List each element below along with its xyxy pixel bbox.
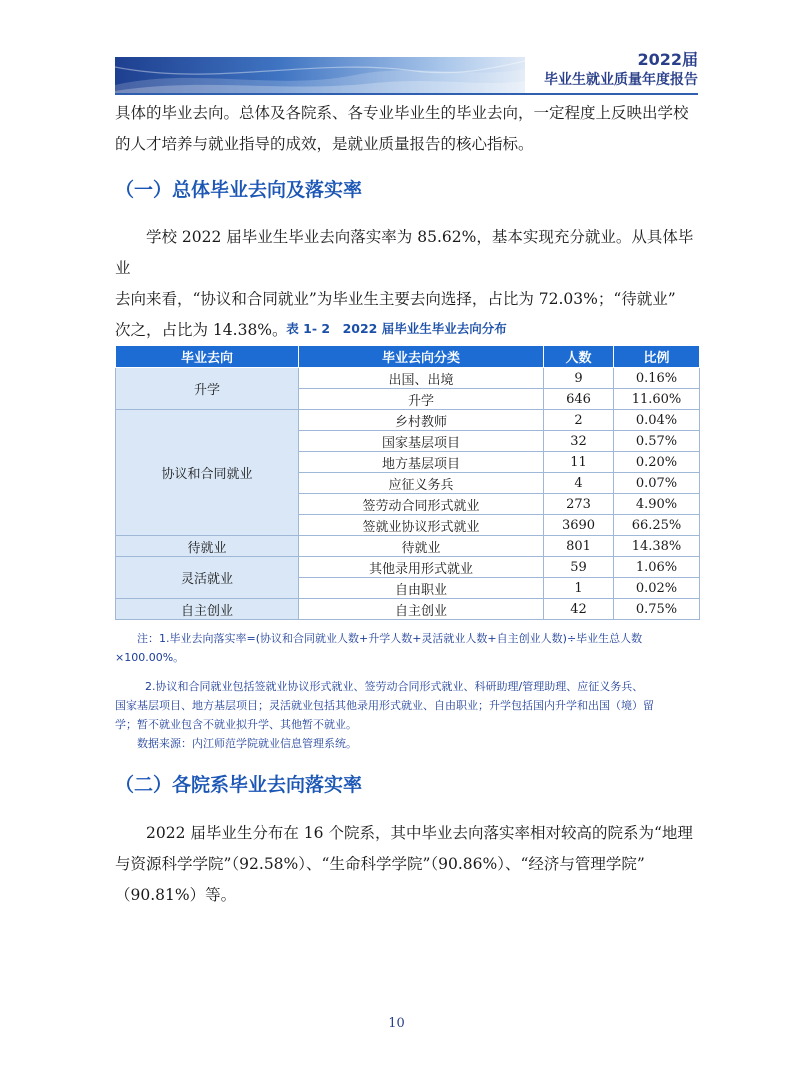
- class-cell: 出国、出境: [299, 368, 544, 389]
- count-cell: 11: [544, 452, 614, 473]
- category-cell: 待就业: [116, 536, 299, 557]
- count-cell: 2: [544, 410, 614, 431]
- count-cell: 273: [544, 494, 614, 515]
- count-cell: 59: [544, 557, 614, 578]
- ratio-cell: 14.38%: [614, 536, 700, 557]
- class-cell: 其他录用形式就业: [299, 557, 544, 578]
- wave-decoration: [115, 57, 525, 93]
- text-line: （90.81%）等。: [115, 886, 237, 904]
- text-line: 具体的毕业去向。总体及各院系、各专业毕业生的毕业去向，一定程度上反映出学校: [115, 104, 689, 122]
- class-cell: 国家基层项目: [299, 431, 544, 452]
- count-cell: 1: [544, 578, 614, 599]
- page-number: 10: [388, 1016, 405, 1031]
- ratio-cell: 0.04%: [614, 410, 700, 431]
- destination-table: [115, 345, 700, 620]
- section2-paragraph: [115, 818, 700, 911]
- class-cell: 乡村教师: [299, 410, 544, 431]
- text-line: 去向来看，“协议和合同就业”为毕业生主要去向选择，占比为 72.03%；“待就业”: [115, 290, 676, 308]
- ratio-cell: 0.20%: [614, 452, 700, 473]
- table-row: [116, 557, 700, 578]
- ratio-cell: 0.02%: [614, 578, 700, 599]
- table-header-row: [116, 346, 700, 368]
- data-source: 数据来源：内江师范学院就业信息管理系统。: [137, 737, 357, 750]
- header-banner: [115, 57, 525, 93]
- header-rule: [115, 93, 698, 95]
- class-cell: 地方基层项目: [299, 452, 544, 473]
- class-cell: 自主创业: [299, 599, 544, 620]
- column-header: 比例: [614, 346, 700, 368]
- section-heading-overall: （一）总体毕业去向及落实率: [115, 179, 363, 201]
- header-year: 2022届: [637, 50, 698, 69]
- text-line: 的人才培养与就业指导的成效，是就业质量报告的核心指标。: [115, 135, 534, 153]
- text-line: 次之，占比为 14.38%。: [115, 321, 288, 339]
- category-cell: 自主创业: [116, 599, 299, 620]
- ratio-cell: 0.07%: [614, 473, 700, 494]
- text-line: 学校 2022 届毕业生毕业去向落实率为 85.62%，基本实现充分就业。从具体毕业: [115, 228, 694, 277]
- header-report-title: 毕业生就业质量年度报告: [544, 72, 698, 88]
- count-cell: 3690: [544, 515, 614, 536]
- ratio-cell: 4.90%: [614, 494, 700, 515]
- column-header: 毕业去向分类: [299, 346, 544, 368]
- table-row: [116, 599, 700, 620]
- text-line: 2022 届毕业生分布在 16 个院系，其中毕业去向落实率相对较高的院系为“地理: [146, 824, 693, 842]
- column-header: 毕业去向: [116, 346, 299, 368]
- count-cell: 32: [544, 431, 614, 452]
- section-heading-departments: （二）各院系毕业去向落实率: [115, 774, 363, 796]
- table-note-1: 注：1.毕业去向落实率=(协议和合同就业人数+升学人数+灵活就业人数+自主创业人数)÷毕业生总人数: [137, 632, 643, 645]
- table-row: [116, 368, 700, 389]
- class-cell: 自由职业: [299, 578, 544, 599]
- count-cell: 801: [544, 536, 614, 557]
- text-line: 与资源科学学院”（92.58%）、“生命科学学院”（90.86%）、“经济与管理学院”: [115, 855, 645, 873]
- ratio-cell: 0.75%: [614, 599, 700, 620]
- ratio-cell: 0.57%: [614, 431, 700, 452]
- category-cell: 协议和合同就业: [116, 410, 299, 536]
- intro-paragraph: [115, 98, 700, 160]
- column-header: 人数: [544, 346, 614, 368]
- count-cell: 4: [544, 473, 614, 494]
- category-cell: 灵活就业: [116, 557, 299, 599]
- table-row: [116, 536, 700, 557]
- table-caption: 表 1- 2 2022 届毕业生毕业去向分布: [286, 321, 507, 336]
- ratio-cell: 0.16%: [614, 368, 700, 389]
- count-cell: 646: [544, 389, 614, 410]
- table-row: [116, 410, 700, 431]
- table-note-2-end: 学；暂不就业包含不就业拟升学、其他暂不就业。: [115, 718, 357, 731]
- category-cell: 升学: [116, 368, 299, 410]
- table-note-2-cont: 国家基层项目、地方基层项目；灵活就业包括其他录用形式就业、自由职业；升学包括国内升学和出国（境）留: [115, 699, 654, 712]
- table-note-1-cont: ×100.00%。: [115, 651, 185, 664]
- ratio-cell: 66.25%: [614, 515, 700, 536]
- class-cell: 升学: [299, 389, 544, 410]
- count-cell: 42: [544, 599, 614, 620]
- class-cell: 签就业协议形式就业: [299, 515, 544, 536]
- table-note-2: 2.协议和合同就业包括签就业协议形式就业、签劳动合同形式就业、科研助理/管理助理、应征义务兵、: [145, 680, 644, 693]
- class-cell: 签劳动合同形式就业: [299, 494, 544, 515]
- report-header-title: [544, 50, 698, 90]
- class-cell: 应征义务兵: [299, 473, 544, 494]
- ratio-cell: 11.60%: [614, 389, 700, 410]
- class-cell: 待就业: [299, 536, 544, 557]
- ratio-cell: 1.06%: [614, 557, 700, 578]
- count-cell: 9: [544, 368, 614, 389]
